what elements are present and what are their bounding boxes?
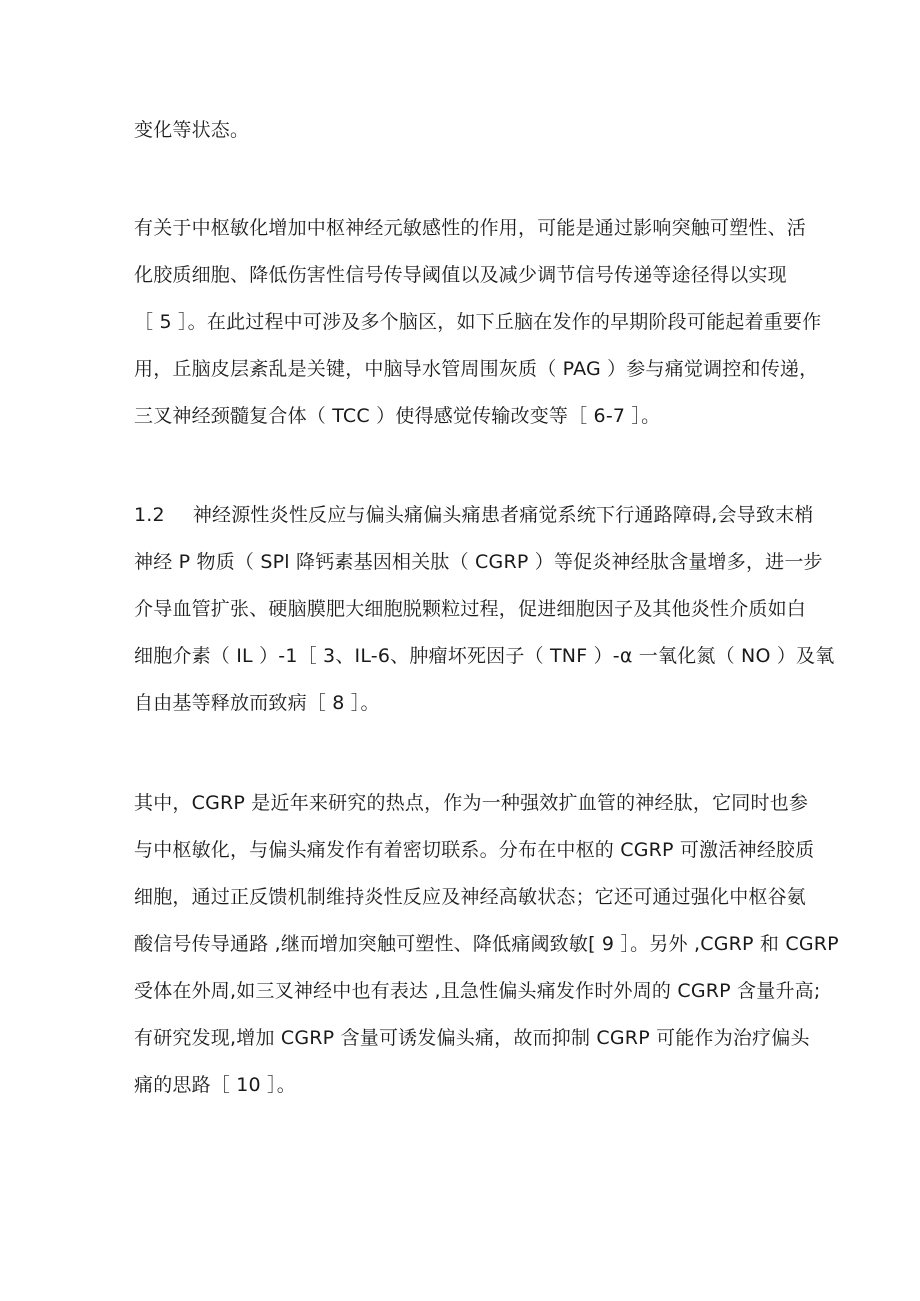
paragraph-line: 用，丘脑皮层紊乱是关键，中脑导水管周围灰质（ PAG ）参与痛觉调控和传递，: [134, 358, 819, 380]
paragraph-line: 其中，CGRP 是近年来研究的热点，作为一种强效扩血管的神经肽，它同时也参: [134, 792, 809, 814]
paragraph-line: 自由基等释放而致病［ 8 ］。: [134, 692, 380, 714]
paragraph-line: 酸信号传导通路 ,继而增加突触可塑性、降低痛阈致敏[ 9 ］。另外 ,CGRP 和 CGRP: [134, 933, 839, 955]
paragraph-line: ［ 5 ］。在此过程中可涉及多个脑区，如下丘脑在发作的早期阶段可能起着重要作: [134, 311, 822, 333]
paragraph-3-section-1-2: [134, 492, 835, 727]
paragraph-line: 化胶质细胞、降低伤害性信号传导阈值以及减少调节信号传递等途径得以实现: [134, 264, 787, 286]
paragraph-line: 有研究发现,增加 CGRP 含量可诱发偏头痛，故而抑制 CGRP 可能作为治疗偏头: [134, 1027, 810, 1049]
paragraph-line: 受体在外周,如三叉神经中也有表达 ,且急性偏头痛发作时外周的 CGRP 含量升高;: [134, 980, 821, 1002]
section-number: 1.2: [134, 504, 165, 526]
paragraph-line: 变化等状态。: [134, 119, 250, 141]
paragraph-line: 三叉神经颈髓复合体（ TCC ）使得感觉传输改变等［ 6-7 ］。: [134, 405, 661, 427]
paragraph-line-with-heading: [134, 492, 814, 539]
paragraph-line: 细胞介素（ IL ）-1［ 3、IL-6、肿瘤坏死因子（ TNF ）-α 一氧化氮（ NO ）及氧: [134, 645, 835, 667]
section-first-line: 神经源性炎性反应与偏头痛偏头痛患者痛觉系统下行通路障碍,会导致末梢: [192, 504, 814, 526]
paragraph-line: 介导血管扩张、硬脑膜肥大细胞脱颗粒过程，促进细胞因子及其他炎性介质如白: [134, 598, 807, 620]
paragraph-line: 有关于中枢敏化增加中枢神经元敏感性的作用，可能是通过影响突触可塑性、活: [134, 217, 807, 239]
paragraph-line: 痛的思路［ 10 ］。: [134, 1074, 296, 1096]
paragraph-line: 神经 P 物质（ SPl 降钙素基因相关肽（ CGRP ）等促炎神经肽含量增多，进一步: [134, 551, 823, 573]
paragraph-line: 与中枢敏化，与偏头痛发作有着密切联系。分布在中枢的 CGRP 可激活神经胶质: [134, 839, 815, 861]
paragraph-1: [134, 107, 794, 154]
paragraph-4: [134, 780, 839, 1109]
paragraph-2: [134, 205, 822, 440]
paragraph-line: 细胞，通过正反馈机制维持炎性反应及神经高敏状态；它还可通过强化中枢谷氨: [134, 886, 807, 908]
